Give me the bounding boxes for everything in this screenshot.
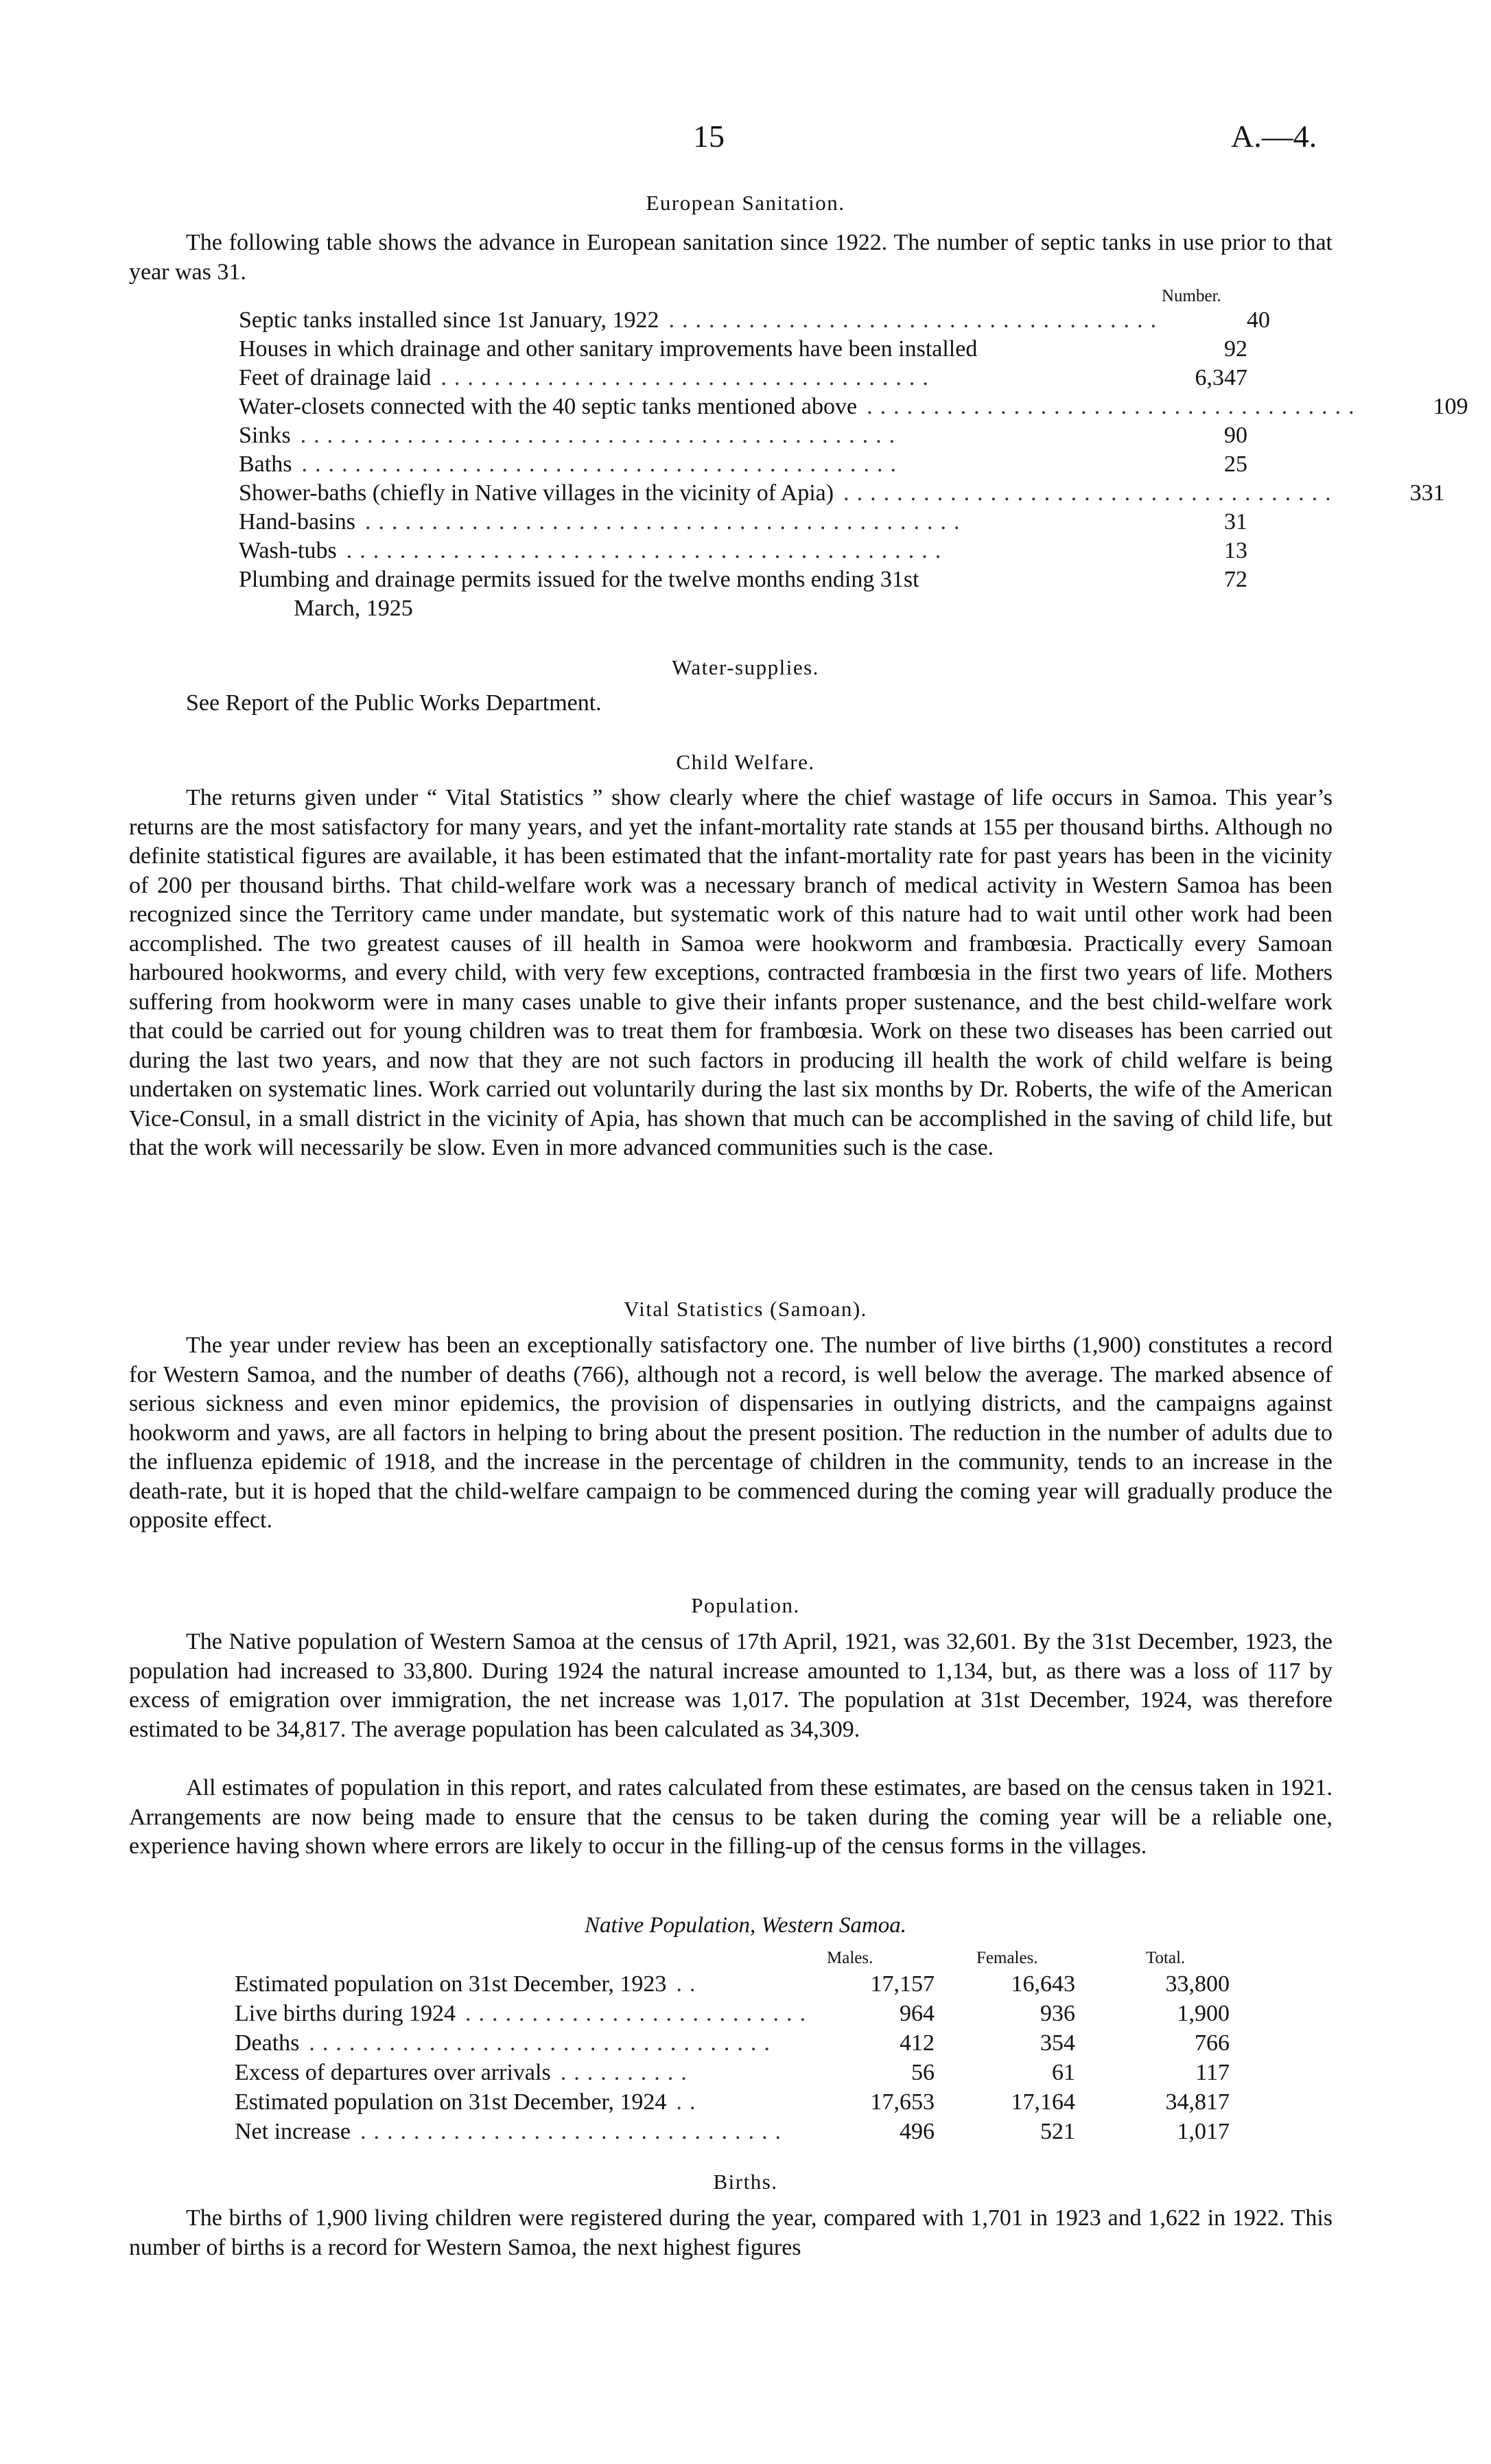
- table-row-label: Deaths: [235, 2030, 300, 2056]
- column-header-males: Males.: [827, 1949, 873, 1967]
- sanitation-row: Baths ............................................. 25: [239, 450, 1247, 479]
- sanitation-row-label: Sinks: [239, 423, 291, 448]
- table-row: Live births during 1924 .......................... 964 936 1,900: [235, 1999, 1230, 2028]
- total-cell: 33,800: [1165, 1971, 1230, 1997]
- water-supplies-text: See Report of the Public Works Department.: [186, 690, 602, 716]
- sanitation-intro: The following table shows the advance in European sanitation since 1922. The number of septic tanks in use prior to that year was 31.: [129, 230, 1332, 285]
- population-paragraph-2: All estimates of population in this report, and rates calculated from these estimates, are based on the census taken in 1921. Arrangements are now being made to ensure that the census to be taken during the coming year will be a reliable one, experience having shown where errors are likely to occur in the filling-up of the census forms in the villages.: [129, 1775, 1332, 1859]
- total-cell: 766: [1195, 2030, 1230, 2056]
- table-row-label: Estimated population on 31st December, 1923: [235, 1971, 667, 1997]
- table-row: Deaths ................................... 412 354 766: [235, 2028, 1230, 2058]
- births-text: The births of 1,900 living children were registered during the year, compared with 1,701 in 1923 and 1,622 in 1922. This number of births is a record for Western Samoa, the next highest figures: [129, 2205, 1332, 2260]
- females-cell: 17,164: [1011, 2089, 1075, 2115]
- page-number: 15: [693, 119, 725, 154]
- males-cell: 17,157: [870, 1971, 935, 1997]
- sanitation-row: Water-closets connected with the 40 septic tanks mentioned above ..................................... 109: [239, 392, 1247, 421]
- females-cell: 521: [1040, 2119, 1075, 2144]
- sanitation-column-header: Number.: [1162, 287, 1221, 305]
- sanitation-row-label: Plumbing and drainage permits issued for the twelve months ending 31st: [239, 567, 919, 592]
- total-cell: 1,900: [1177, 2001, 1230, 2026]
- sanitation-row-value: 331: [1409, 480, 1445, 506]
- sanitation-row: Hand-basins ............................................. 31: [239, 508, 1247, 537]
- females-cell: 354: [1040, 2030, 1075, 2056]
- vital-statistics-text: The year under review has been an exceptionally satisfactory one. The number of live births (1,900) constitutes a record for Western Samoa, and the number of deaths (766), although not a record, is well below the average. The marked absence of serious sickness and even minor epidemics, the provision of dispensaries in outlying districts, and the campaigns against hookworm and yaws, are all factors in helping to bring about the present position. The reduction in the number of adults due to the influenza epidemic of 1918, and the increase in the percentage of children in the community, tends to an increase in the death-rate, but it is hoped that the child-welfare campaign to be commenced during the coming year will gradually produce the opposite effect.: [129, 1333, 1332, 1533]
- table-row-label: Net increase: [235, 2119, 351, 2144]
- population-paragraph-1: The Native population of Western Samoa at the census of 17th April, 1921, was 32,601. By the 31st December, 1923, the population had increased to 33,800. During 1924 the natural increase amounted to 1,134, but, as there was a loss of 117 by excess of emigration over immigration, the net increase was 1,017. The population at 31st December, 1924, was therefore estimated to be 34,817. The average population has been calculated as 34,309.: [129, 1629, 1332, 1742]
- sanitation-row-value: 13: [1224, 538, 1247, 563]
- males-cell: 496: [900, 2119, 935, 2144]
- sanitation-row: [239, 565, 1247, 594]
- total-cell: 34,817: [1165, 2089, 1230, 2115]
- sanitation-row-value: 31: [1224, 509, 1247, 535]
- females-cell: 936: [1040, 2001, 1075, 2026]
- native-population-table-title: Native Population, Western Samoa.: [585, 1913, 906, 1938]
- males-cell: 964: [900, 2001, 935, 2026]
- table-row-label: Live births during 1924: [235, 2001, 456, 2026]
- heading-vital-statistics: Vital Statistics (Samoan).: [624, 1297, 867, 1321]
- table-row-label: Excess of departures over arrivals: [235, 2060, 551, 2085]
- sanitation-row-label: Hand-basins: [239, 509, 355, 535]
- males-cell: 412: [900, 2030, 935, 2056]
- males-cell: 17,653: [870, 2089, 935, 2115]
- sanitation-row-label: Shower-baths (chiefly in Native villages in the vicinity of Apia): [239, 480, 834, 506]
- females-cell: 61: [1052, 2060, 1075, 2085]
- males-cell: 56: [911, 2060, 935, 2085]
- sanitation-row: [239, 335, 1247, 364]
- sanitation-row: Septic tanks installed since 1st January, 1922 ..................................... 40: [239, 306, 1247, 335]
- sanitation-row-value: 109: [1433, 394, 1468, 419]
- column-header-total: Total.: [1146, 1949, 1186, 1967]
- sanitation-row-value: 72: [1224, 567, 1247, 592]
- report-reference: A.—4.: [1231, 119, 1317, 154]
- sanitation-row-value: 40: [1247, 307, 1271, 333]
- table-row: Estimated population on 31st December, 1924 .. 17,653 17,164 34,817: [235, 2087, 1230, 2117]
- sanitation-row-label: Wash-tubs: [239, 538, 337, 563]
- sanitation-row-label: Houses in which drainage and other sanitary improvements have been installed: [239, 336, 978, 362]
- heading-population: Population.: [691, 1593, 800, 1617]
- females-cell: 16,643: [1011, 1971, 1075, 1997]
- sanitation-row-label: Septic tanks installed since 1st January, 1922: [239, 307, 659, 333]
- sanitation-row-label: Baths: [239, 451, 292, 477]
- total-cell: 1,017: [1177, 2119, 1230, 2144]
- table-row: Excess of departures over arrivals .......... 56 61 117: [235, 2058, 1230, 2087]
- sanitation-row-value: 6,347: [1195, 365, 1247, 390]
- sanitation-row: Sinks ............................................. 90: [239, 421, 1247, 450]
- table-row-label: Estimated population on 31st December, 1924: [235, 2089, 667, 2115]
- heading-water-supplies: Water-supplies.: [672, 655, 819, 679]
- heading-births: Births.: [713, 2170, 778, 2194]
- sanitation-row-value: 90: [1224, 423, 1247, 448]
- sanitation-row: Shower-baths (chiefly in Native villages in the vicinity of Apia) ..................................... 331: [239, 479, 1247, 508]
- sanitation-row: Feet of drainage laid ..................................... 6,347: [239, 364, 1247, 392]
- heading-european-sanitation: European Sanitation.: [646, 191, 845, 215]
- sanitation-row-value: 25: [1224, 451, 1247, 477]
- sanitation-row-label: Water-closets connected with the 40 septic tanks mentioned above: [239, 394, 858, 419]
- column-header-females: Females.: [976, 1949, 1038, 1967]
- sanitation-row: Wash-tubs ............................................. 13: [239, 537, 1247, 565]
- total-cell: 117: [1195, 2060, 1230, 2085]
- heading-child-welfare: Child Welfare.: [676, 750, 815, 774]
- sanitation-row-value: 92: [1224, 336, 1247, 362]
- table-row: Net increase ................................ 496 521 1,017: [235, 2117, 1230, 2146]
- table-row: Estimated population on 31st December, 1923 .. 17,157 16,643 33,800: [235, 1969, 1230, 1999]
- sanitation-row-label-continued: March, 1925: [294, 596, 413, 621]
- child-welfare-text: The returns given under “ Vital Statistics ” show clearly where the chief wastage of life occurs in Samoa. This year’s returns are the most satisfactory for many years, and yet the infant-mortality rate stands at 155 per thousand births. Although no definite statistical figures are available, it has been estimated that the infant-mortality rate for past years has been in the vicinity of 200 per thousand births. That child-welfare work was a necessary branch of medical activity in Western Samoa has been recognized since the Territory came under mandate, but systematic work of this nature had to wait until other work had been accomplished. The two greatest causes of ill health in Samoa were hookworm and frambœsia. Practically every Samoan harboured hookworms, and every child, with very few exceptions, contracted frambœsia in the first two years of life. Mothers suffering from hookworm were in many cases unable to give their infants proper sustenance, and the best child-welfare work that could be carried out for young children was to treat them for frambœsia. Work on these two diseases has been carried out during the last two years, and now that they are not such factors in producing ill health the work of child welfare is being undertaken on systematic lines. Work carried out voluntarily during the last six months by Dr. Roberts, the wife of the American Vice-Consul, in a small district in the vicinity of Apia, has shown that much can be accomplished in the saving of child life, but that the work will necessarily be slow. Even in more advanced communities such is the case.: [129, 785, 1332, 1160]
- sanitation-row-label: Feet of drainage laid: [239, 365, 432, 390]
